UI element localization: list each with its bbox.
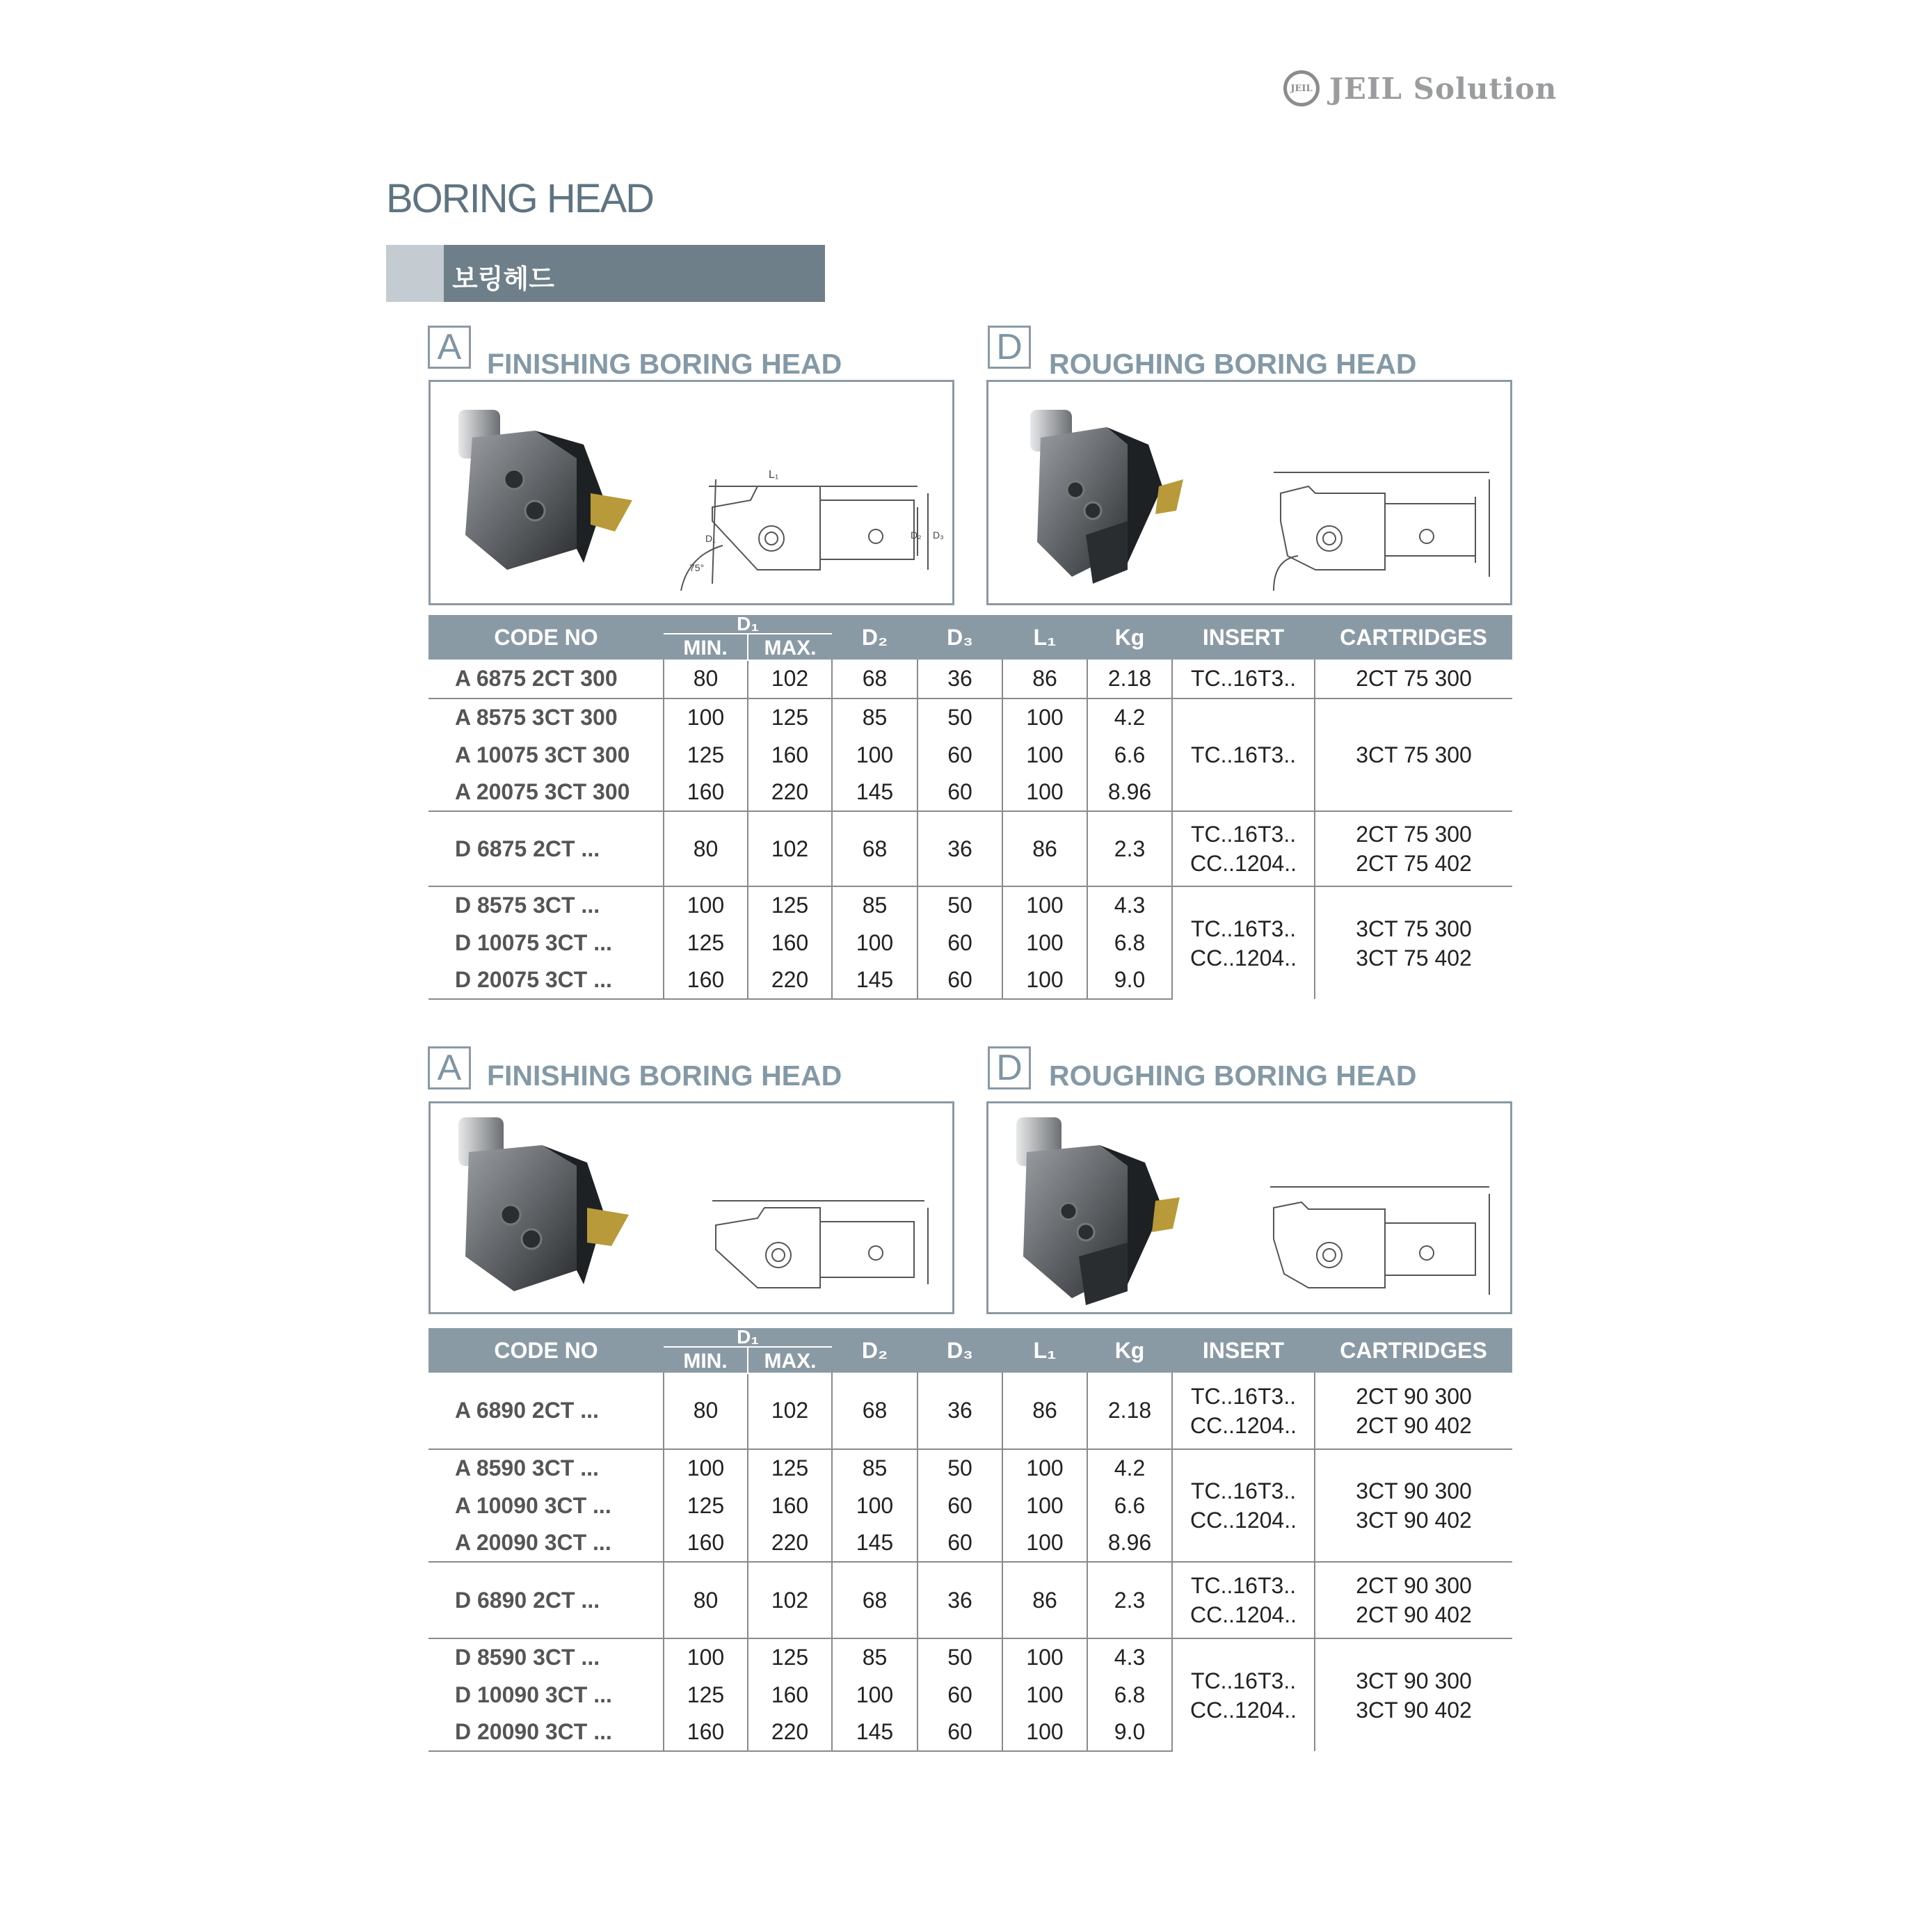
header-code-no: CODE NO <box>428 1328 664 1373</box>
header-insert: INSERT <box>1172 615 1315 660</box>
section-title-finishing: FINISHING BORING HEAD <box>487 348 842 380</box>
table-row: A 6875 2CT 300 80 102 68 36 86 2.18 TC..16T3.. 2CT 75 300 <box>428 660 1512 698</box>
section-letter-a-2: A <box>428 1046 471 1089</box>
header-l1: L₁ <box>1002 1328 1087 1373</box>
section-letter-d: D <box>988 326 1031 369</box>
drawing-label-l1: L₁ <box>769 469 779 481</box>
header-d3: D₃ <box>918 1328 1002 1373</box>
spec-table-90 <box>428 1328 1512 1752</box>
header-kg: Kg <box>1087 615 1172 660</box>
product-image-roughing <box>986 380 1512 605</box>
table-row: A 20075 3CT 300 160 220 145 60 100 8.96 <box>428 774 1512 811</box>
table-row: D 6875 2CT ... 80 102 68 36 86 2.3 TC..16T3.. CC..1204.. 2CT 75 300 2CT 75 402 <box>428 811 1512 886</box>
header-d1 <box>664 1328 832 1373</box>
table-header-row <box>428 615 1512 660</box>
header-max: MAX. <box>747 1348 832 1374</box>
section-title-finishing-2: FINISHING BORING HEAD <box>487 1060 842 1092</box>
drawing-label-d1: D₁ <box>705 533 716 544</box>
header-d1 <box>664 615 832 660</box>
drawing-label-d2: D₂ <box>911 529 922 541</box>
header-d1-label: D₁ <box>664 615 832 634</box>
company-logo <box>1283 64 1557 113</box>
header-min: MIN. <box>683 637 728 660</box>
header-d2: D₂ <box>832 1328 918 1373</box>
product-image-finishing-90 <box>428 1101 954 1314</box>
header-l1: L₁ <box>1002 615 1087 660</box>
finishing-head-illustration <box>431 382 952 603</box>
finishing-head-90-illustration <box>431 1103 952 1312</box>
table-row: D 10075 3CT ... 125 160 100 60 100 6.8 <box>428 924 1512 961</box>
roughing-head-illustration <box>988 382 1510 603</box>
table-row: A 20090 3CT ... 160 220 145 60 100 8.96 <box>428 1524 1512 1562</box>
table-header-row <box>428 1328 1512 1373</box>
table-row: D 20090 3CT ... 160 220 145 60 100 9.0 <box>428 1714 1512 1751</box>
korean-label-band <box>386 245 825 302</box>
roughing-head-90-illustration <box>988 1103 1510 1312</box>
header-kg: Kg <box>1087 1328 1172 1373</box>
section-title-roughing-2: ROUGHING BORING HEAD <box>1049 1060 1417 1092</box>
spec-table-75 <box>428 615 1512 1000</box>
table-row: D 8575 3CT ... 100 125 85 50 100 4.3 TC..16T3.. CC..1204.. 3CT 75 300 3CT 75 402 <box>428 886 1512 924</box>
table-row: D 20075 3CT ... 160 220 145 60 100 9.0 <box>428 961 1512 999</box>
table-row: D 6890 2CT ... 80 102 68 36 86 2.3 TC..16T3.. CC..1204.. 2CT 90 300 2CT 90 402 <box>428 1562 1512 1638</box>
band-accent <box>386 245 444 302</box>
section-title-roughing: ROUGHING BORING HEAD <box>1049 348 1417 380</box>
header-d1-label: D₁ <box>664 1328 832 1348</box>
header-cartridges: CARTRIDGES <box>1315 615 1512 660</box>
korean-label: 보링헤드 <box>452 264 554 294</box>
table-row: A 8590 3CT ... 100 125 85 50 100 4.2 TC..16T3.. CC..1204.. 3CT 90 300 3CT 90 402 <box>428 1449 1512 1487</box>
section-letter-d-2: D <box>988 1046 1031 1089</box>
page-title: BORING HEAD <box>386 176 654 221</box>
drawing-label-angle: 75° <box>689 562 705 573</box>
header-insert: INSERT <box>1172 1328 1315 1373</box>
table-row: A 8575 3CT 300 100 125 85 50 100 4.2 TC..16T3.. 3CT 75 300 <box>428 698 1512 736</box>
product-image-finishing <box>428 380 954 605</box>
table-row: D 10090 3CT ... 125 160 100 60 100 6.8 <box>428 1676 1512 1714</box>
table-row: A 6890 2CT ... 80 102 68 36 86 2.18 TC..16T3.. CC..1204.. 2CT 90 300 2CT 90 402 <box>428 1373 1512 1449</box>
product-image-roughing-90 <box>986 1101 1512 1314</box>
drawing-label-d3: D₃ <box>933 529 944 541</box>
section-letter-a: A <box>428 326 471 369</box>
table-row: A 10090 3CT ... 125 160 100 60 100 6.6 <box>428 1487 1512 1524</box>
logo-text: JEIL Solution <box>1329 71 1557 106</box>
header-code-no: CODE NO <box>428 615 664 660</box>
table-row: D 8590 3CT ... 100 125 85 50 100 4.3 TC..16T3.. CC..1204.. 3CT 90 300 3CT 90 402 <box>428 1638 1512 1676</box>
header-d3: D₃ <box>918 615 1002 660</box>
logo-mark-icon: JEIL <box>1283 70 1320 106</box>
header-cartridges: CARTRIDGES <box>1315 1328 1512 1373</box>
header-max: MAX. <box>747 634 832 661</box>
header-d2: D₂ <box>832 615 918 660</box>
header-min: MIN. <box>683 1350 728 1373</box>
table-row: A 10075 3CT 300 125 160 100 60 100 6.6 <box>428 736 1512 774</box>
